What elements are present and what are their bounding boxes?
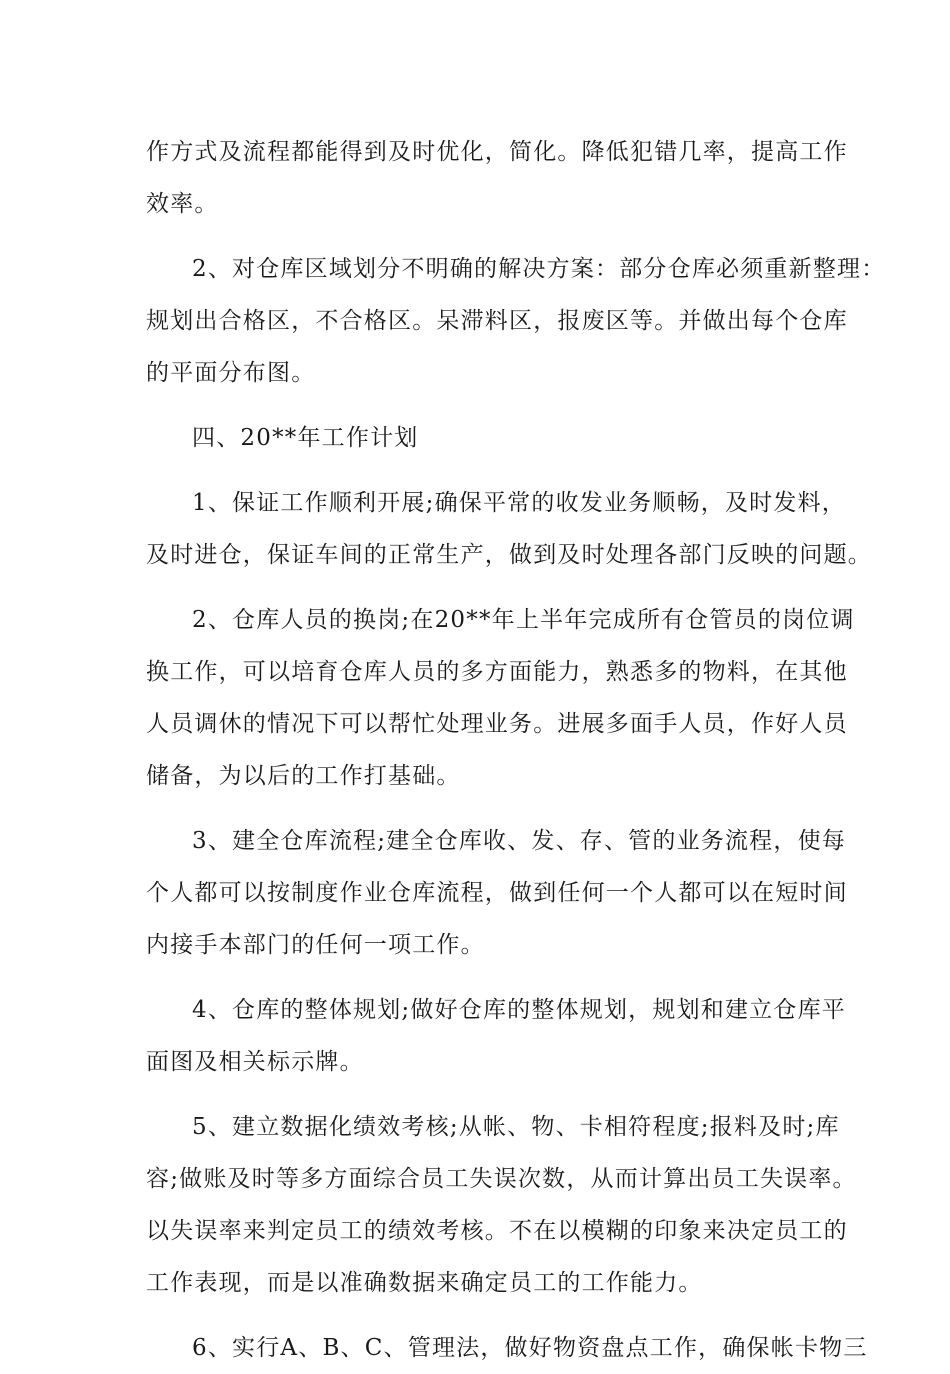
paragraph-gap bbox=[146, 230, 816, 243]
text-line: 效率。 bbox=[146, 191, 219, 217]
text-line: 容;做账及时等多方面综合员工失误次数，从而计算出员工失误率。 bbox=[146, 1166, 857, 1192]
text-line: 四、20**年工作计划 bbox=[192, 425, 419, 451]
text-line: 2、仓库人员的换岗;在20**年上半年完成所有仓管员的岗位调 bbox=[192, 607, 855, 633]
paragraph-gap bbox=[146, 464, 816, 477]
text-line: 2、对仓库区域划分不明确的解决方案：部分仓库必须重新整理： bbox=[192, 256, 886, 282]
text-line: 内接手本部门的任何一项工作。 bbox=[146, 932, 485, 958]
text-line: 3、建全仓库流程;建全仓库收、发、存、管的业务流程，使每 bbox=[192, 828, 846, 854]
text-line: 储备，为以后的工作打基础。 bbox=[146, 763, 461, 789]
text-line: 的平面分布图。 bbox=[146, 360, 316, 386]
text-line: 规划出合格区，不合格区。呆滞料区，报废区等。并做出每个仓库 bbox=[146, 308, 848, 334]
text-line: 以失误率来判定员工的绩效考核。不在以模糊的印象来决定员工的 bbox=[146, 1218, 848, 1244]
text-line: 作方式及流程都能得到及时优化，简化。降低犯错几率，提高工作 bbox=[146, 139, 848, 165]
paragraph-gap bbox=[146, 1088, 816, 1101]
paragraph-gap bbox=[146, 971, 816, 984]
paragraph-gap bbox=[146, 802, 816, 815]
text-line: 6、实行A、B、C、管理法，做好物资盘点工作，确保帐卡物三 bbox=[192, 1335, 868, 1361]
text-line: 1、保证工作顺利开展;确保平常的收发业务顺畅，及时发料， bbox=[192, 490, 846, 516]
text-line: 5、建立数据化绩效考核;从帐、物、卡相符程度;报料及时;库 bbox=[192, 1114, 840, 1140]
paragraph-gap bbox=[146, 1309, 816, 1322]
text-line: 及时进仓，保证车间的正常生产，做到及时处理各部门反映的问题。 bbox=[146, 542, 872, 568]
text-line: 个人都可以按制度作业仓库流程，做到任何一个人都可以在短时间 bbox=[146, 880, 848, 906]
text-line: 4、仓库的整体规划;做好仓库的整体规划，规划和建立仓库平 bbox=[192, 997, 846, 1023]
document-body bbox=[146, 126, 886, 1374]
text-line: 工作表现，而是以准确数据来确定员工的工作能力。 bbox=[146, 1270, 703, 1296]
text-line: 面图及相关标示牌。 bbox=[146, 1049, 364, 1075]
paragraph-gap bbox=[146, 399, 816, 412]
text-line: 人员调休的情况下可以帮忙处理业务。进展多面手人员，作好人员 bbox=[146, 711, 848, 737]
paragraph-gap bbox=[146, 581, 816, 594]
text-line: 换工作，可以培育仓库人员的多方面能力，熟悉多的物料，在其他 bbox=[146, 659, 848, 685]
